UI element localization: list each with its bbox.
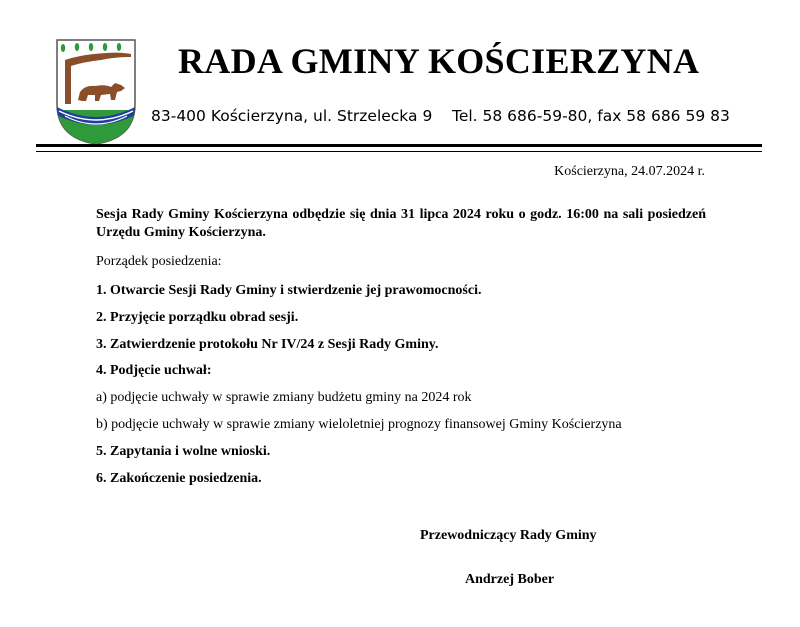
agenda-heading: Porządek posiedzenia: [96, 254, 222, 269]
header-divider-thin [36, 151, 762, 152]
agenda-item: 1. Otwarcie Sesji Rady Gminy i stwierdzenie jej prawomocności. [96, 283, 482, 298]
page-title: RADA GMINY KOŚCIERZYNA [178, 41, 700, 81]
agenda-item: 5. Zapytania i wolne wnioski. [96, 444, 271, 459]
agenda-item: 3. Zatwierdzenie protokołu Nr IV/24 z Sesji Rady Gminy. [96, 337, 439, 352]
document-date: Kościerzyna, 24.07.2024 r. [554, 164, 705, 179]
agenda-item: 6. Zakończenie posiedzenia. [96, 471, 262, 486]
signatory-name: Andrzej Bober [465, 572, 555, 587]
header-divider-thick [36, 144, 762, 147]
address-text: 83-400 Kościerzyna, ul. Strzelecka 9 [151, 107, 433, 125]
phone-fax-text: Tel. 58 686-59-80, fax 58 686 59 83 [452, 107, 730, 125]
signatory-role: Przewodniczący Rady Gminy [420, 528, 597, 543]
agenda-subitem: a) podjęcie uchwały w sprawie zmiany budżetu gminy na 2024 rok [96, 390, 472, 405]
coat-of-arms-icon [55, 38, 137, 146]
session-announcement: Sesja Rady Gminy Kościerzyna odbędzie się dnia 31 lipca 2024 roku o godz. 16:00 na sali posiedzeń Urzędu Gminy Kościerzyna. [96, 207, 706, 240]
agenda-item: 4. Podjęcie uchwał: [96, 363, 212, 378]
agenda-subitem: b) podjęcie uchwały w sprawie zmiany wieloletniej prognozy finansowej Gminy Kościerzyna [96, 417, 622, 432]
agenda-item: 2. Przyjęcie porządku obrad sesji. [96, 310, 299, 325]
